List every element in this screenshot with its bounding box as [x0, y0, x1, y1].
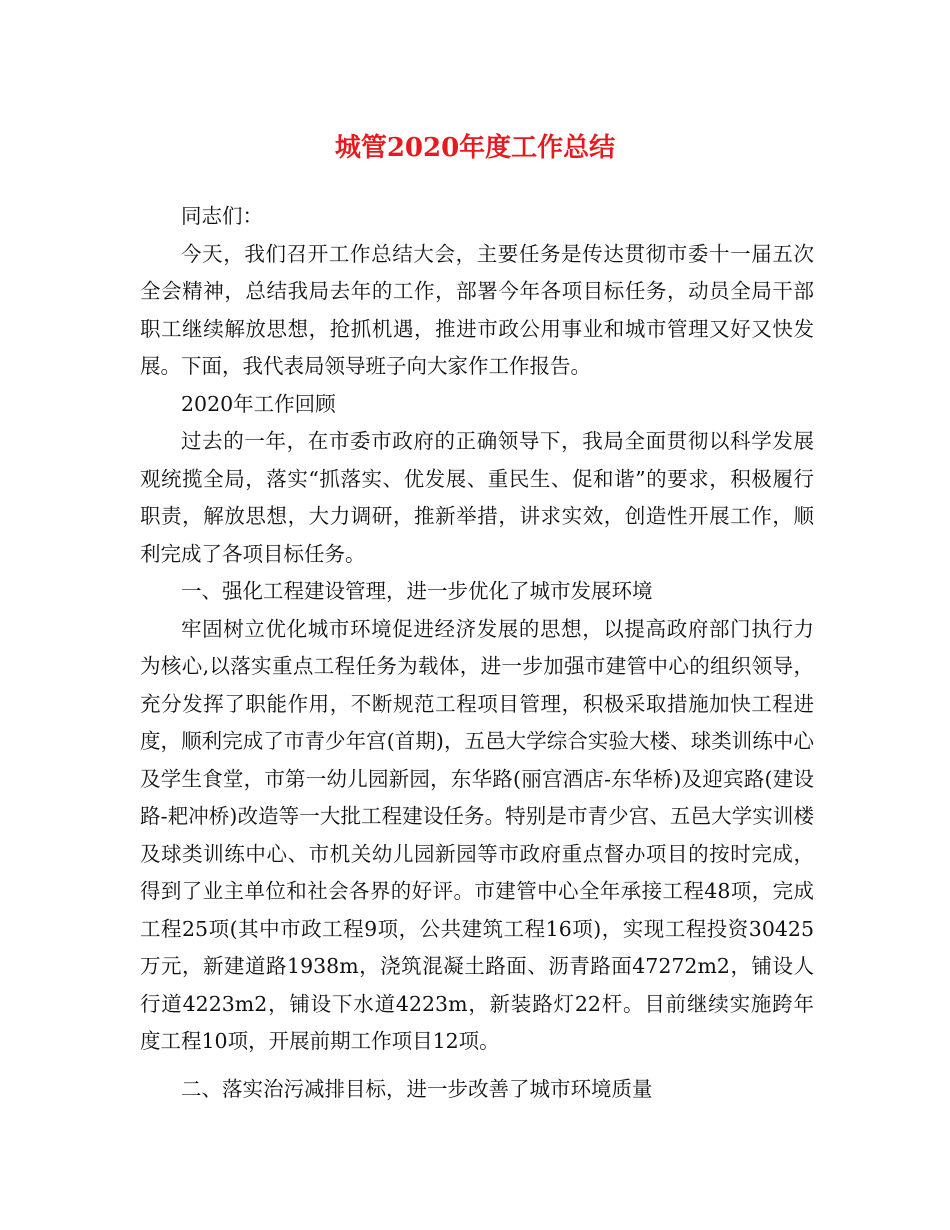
section-1-paragraph: 牢固树立优化城市环境促进经济发展的思想，以提高政府部门执行力为核心,以落实重点工程任务为载体，进一步加强市建管中心的组织领导，充分发挥了职能作用，不断规范工程项目管理，积极采取措施加快工程进度，顺利完成了市青少年宫(首期)，五邑大学综合实验大楼、球类训练中心及学生食堂，市第一幼儿园新园，东华路(丽宫酒店-东华桥)及迎宾路(建设路-耙冲桥)改造等一大批工程建设任务。特别是市青少宫、五邑大学实训楼及球类训练中心、市机关幼儿园新园等市政府重点督办项目的按时完成，得到了业主单位和社会各界的好评。市建管中心全年承接工程48项，完成工程25项(其中市政工程9项，公共建筑工程16项)，实现工程投资30425万元，新建道路1938m，浇筑混凝土路面、沥青路面47272m2，铺设人行道4223m2，铺设下水道4223m，新装路灯22杆。目前继续实施跨年度工程10项，开展前期工作项目12项。 — [140, 616, 814, 1053]
section-heading-2: 二、落实治污减排目标，进一步改善了城市环境质量 — [181, 1076, 653, 1101]
section-heading-review: 2020年工作回顾 — [181, 391, 336, 416]
review-paragraph: 过去的一年，在市委市政府的正确领导下，我局全面贯彻以科学发展观统揽全局，落实“抓落实、优发展、重民生、促和谐”的要求，积极履行职责，解放思想，大力调研，推新举措，讲求实效，创造性开展工作，顺利完成了各项目标任务。 — [140, 429, 814, 566]
intro-paragraph: 今天，我们召开工作总结大会，主要任务是传达贯彻市委十一届五次全会精神，总结我局去年的工作，部署今年各项目标任务，动员全局干部职工继续解放思想，抢抓机遇，推进市政公用事业和城市管理又好又快发展。下面，我代表局领导班子向大家作工作报告。 — [140, 241, 814, 378]
section-heading-1: 一、强化工程建设管理，进一步优化了城市发展环境 — [181, 579, 653, 603]
salutation-paragraph: 同志们： — [181, 204, 263, 228]
document-body — [140, 198, 814, 1108]
document-title: 城管2020年度工作总结 — [334, 133, 616, 163]
